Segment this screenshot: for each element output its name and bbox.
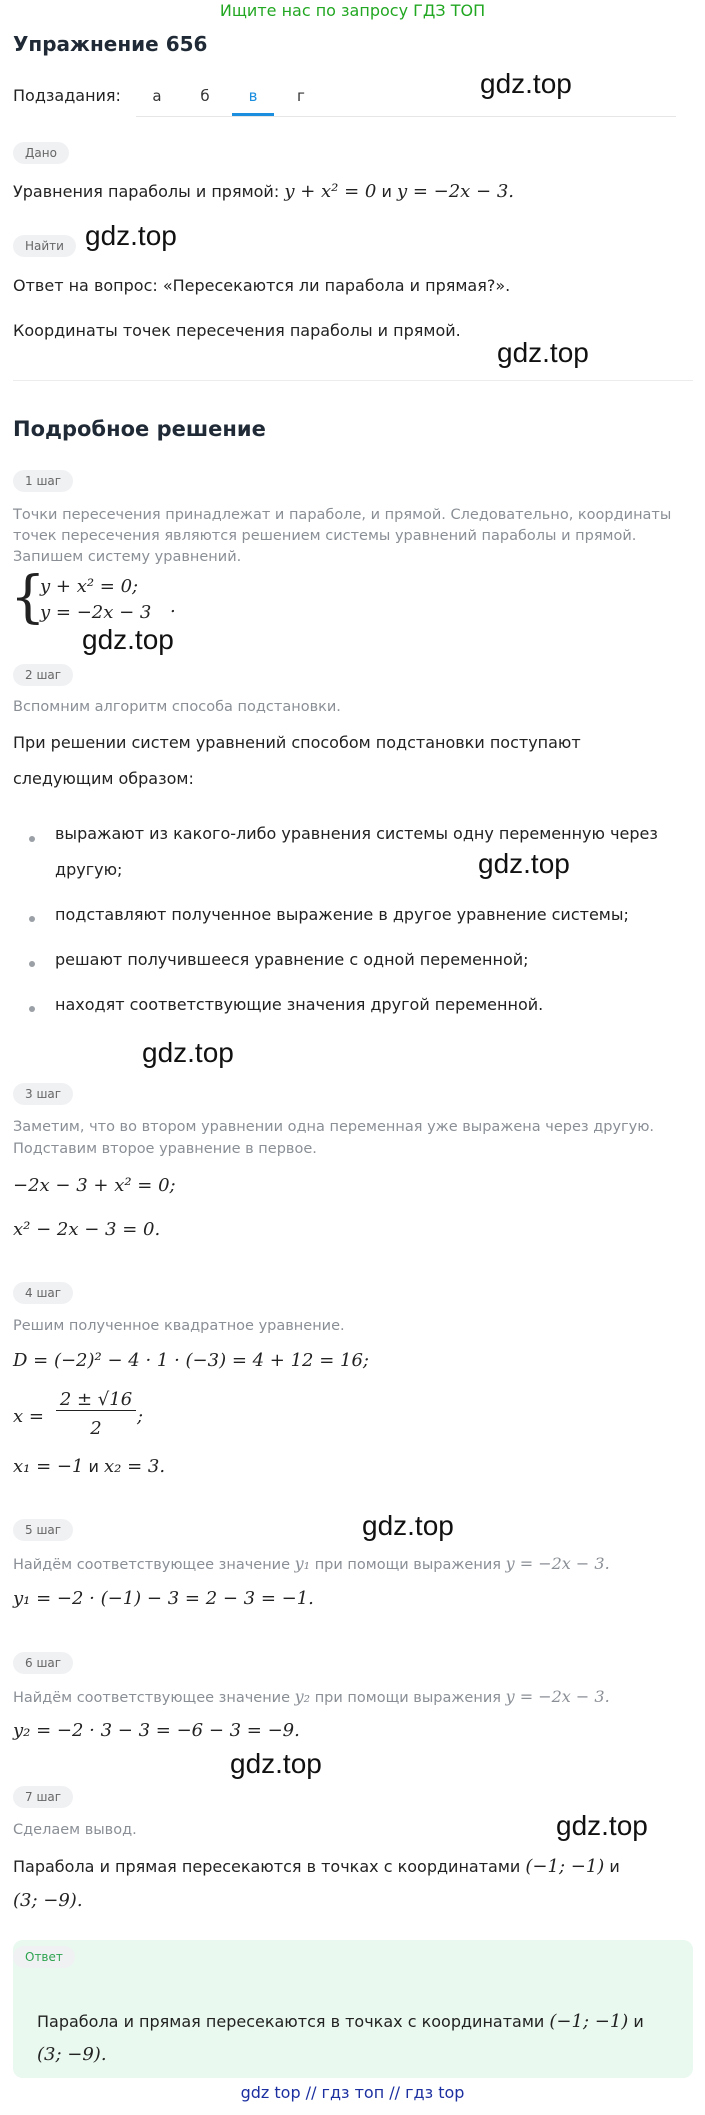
watermark: gdz.top bbox=[85, 220, 177, 251]
step7-note: Сделаем вывод. bbox=[13, 1822, 137, 1838]
step2-pill: 2 шаг bbox=[13, 664, 73, 686]
page-title: Упражнение 656 bbox=[13, 32, 208, 56]
x-lhs: x = bbox=[13, 1406, 44, 1427]
bullet-item: выражают из какого-либо уравнения системы одну переменную через bbox=[55, 824, 658, 843]
step3-eq1: −2x − 3 + x² = 0; bbox=[13, 1175, 176, 1196]
bullet-item-cont: другую; bbox=[55, 860, 123, 879]
and-word: и bbox=[88, 1457, 99, 1476]
step2-intro-2: следующим образом: bbox=[13, 769, 194, 788]
given-and: и bbox=[381, 182, 392, 201]
given-eq1: y + x² = 0 bbox=[284, 181, 377, 202]
step6-text bbox=[13, 1686, 610, 1709]
step2-note: Вспомним алгоритм способа подстановки. bbox=[13, 699, 341, 715]
step3-text-2: Подставим второе уравнение в первое. bbox=[13, 1141, 317, 1157]
find-1: Ответ на вопрос: «Пересекаются ли парабола и прямая?». bbox=[13, 276, 511, 295]
tab-a[interactable]: а bbox=[152, 87, 162, 105]
given-line bbox=[13, 180, 514, 204]
step7-text: Парабола и прямая пересекаются в точках с координатами bbox=[13, 1857, 521, 1876]
bullet-dot bbox=[29, 961, 35, 967]
given-pill: Дано bbox=[13, 142, 69, 164]
bullet-item: находят соответствующие значения другой переменной. bbox=[55, 995, 544, 1014]
step7-coord-2: (3; −9). bbox=[13, 1890, 83, 1911]
x-end: ; bbox=[137, 1406, 144, 1427]
bullet-dot bbox=[29, 916, 35, 922]
step3-text-1: Заметим, что во втором уравнении одна переменная уже выражена через другую. bbox=[13, 1119, 655, 1135]
answer-text: Парабола и прямая пересекаются в точках с координатами bbox=[37, 2012, 545, 2031]
step4-pill: 4 шаг bbox=[13, 1282, 73, 1304]
find-pill: Найти bbox=[13, 235, 76, 257]
system-eq1: y + x² = 0; bbox=[40, 576, 139, 597]
watermark: gdz.top bbox=[480, 68, 572, 99]
answer-bg bbox=[13, 1940, 693, 2078]
bullet-dot bbox=[29, 1006, 35, 1012]
step7-pill: 7 шаг bbox=[13, 1786, 73, 1808]
tab-b[interactable]: б bbox=[200, 87, 210, 105]
answer-coord-2: (3; −9). bbox=[37, 2044, 107, 2065]
answer-pill: Ответ bbox=[13, 1946, 75, 1968]
footer-links[interactable]: gdz top // гдз топ // гдз top bbox=[240, 2083, 465, 2102]
given-text: Уравнения параболы и прямой: bbox=[13, 182, 280, 201]
bullet-dot bbox=[29, 836, 35, 842]
step6-text-a: Найдём соответствующее значение bbox=[13, 1690, 291, 1706]
step6-pill: 6 шаг bbox=[13, 1652, 73, 1674]
step4-eq1: D = (−2)² − 4 · 1 · (−3) = 4 + 12 = 16; bbox=[13, 1350, 369, 1371]
step3-pill: 3 шаг bbox=[13, 1083, 73, 1105]
x1-value: x₁ = −1 bbox=[13, 1456, 84, 1477]
step2-intro-1: При решении систем уравнений способом подстановки поступают bbox=[13, 733, 581, 752]
step5-pill: 5 шаг bbox=[13, 1519, 73, 1541]
step6-text-b: при помощи выражения bbox=[314, 1690, 501, 1706]
promo-banner[interactable]: Ищите нас по запросу ГДЗ ТОП bbox=[219, 1, 486, 20]
find-2: Координаты точек пересечения параболы и прямой. bbox=[13, 321, 461, 340]
system-brace: { bbox=[10, 565, 46, 630]
step7-and: и bbox=[609, 1857, 620, 1876]
given-eq2: y = −2x − 3. bbox=[396, 181, 515, 202]
step5-text bbox=[13, 1553, 610, 1576]
answer-line-1 bbox=[37, 2010, 644, 2034]
watermark: gdz.top bbox=[362, 1510, 454, 1541]
divider bbox=[13, 380, 693, 381]
bullet-item: подставляют полученное выражение в другое уравнение системы; bbox=[55, 905, 629, 924]
tab-g[interactable]: г bbox=[297, 87, 305, 105]
system-eq2: y = −2x − 3 bbox=[40, 602, 152, 623]
watermark: gdz.top bbox=[497, 337, 589, 368]
answer-and: и bbox=[633, 2012, 644, 2031]
watermark: gdz.top bbox=[478, 848, 570, 879]
step1-pill: 1 шаг bbox=[13, 470, 73, 492]
step5-text-a: Найдём соответствующее значение bbox=[13, 1557, 291, 1573]
step1-text: Точки пересечения принадлежат и параболе, и прямой. Следовательно, координаты точек пересечения являются решением системы уравнений параболы и прямой. Запишем систему уравнений. bbox=[13, 507, 672, 565]
subtasks-label: Подзадания: bbox=[13, 86, 121, 105]
step6-expr: y = −2x − 3. bbox=[505, 1687, 610, 1706]
watermark: gdz.top bbox=[142, 1037, 234, 1068]
subtasks-tabs bbox=[136, 78, 676, 117]
x-denominator: 2 bbox=[90, 1418, 102, 1439]
step5-expr: y = −2x − 3. bbox=[505, 1554, 610, 1573]
step4-text: Решим полученное квадратное уравнение. bbox=[13, 1318, 345, 1334]
bullet-item: решают получившееся уравнение с одной переменной; bbox=[55, 950, 529, 969]
system-dot: . bbox=[170, 596, 176, 617]
tab-v[interactable]: в bbox=[232, 78, 274, 116]
step4-eq3 bbox=[13, 1455, 165, 1479]
x2-value: x₂ = 3. bbox=[104, 1456, 166, 1477]
step3-eq2: x² − 2x − 3 = 0. bbox=[13, 1219, 161, 1240]
answer-coord-1: (−1; −1) bbox=[549, 2011, 629, 2032]
step6-var: y₂ bbox=[294, 1687, 311, 1706]
watermark: gdz.top bbox=[82, 624, 174, 655]
x-numerator: 2 ± √16 bbox=[56, 1389, 136, 1411]
watermark: gdz.top bbox=[230, 1748, 322, 1779]
solution-title: Подробное решение bbox=[13, 417, 266, 441]
step5-eq: y₁ = −2 · (−1) − 3 = 2 − 3 = −1. bbox=[13, 1588, 314, 1609]
watermark: gdz.top bbox=[556, 1810, 648, 1841]
step7-line-1 bbox=[13, 1855, 620, 1879]
step5-var: y₁ bbox=[294, 1554, 311, 1573]
step5-text-b: при помощи выражения bbox=[314, 1557, 501, 1573]
step7-coord-1: (−1; −1) bbox=[525, 1856, 605, 1877]
step6-eq: y₂ = −2 · 3 − 3 = −6 − 3 = −9. bbox=[13, 1720, 300, 1741]
